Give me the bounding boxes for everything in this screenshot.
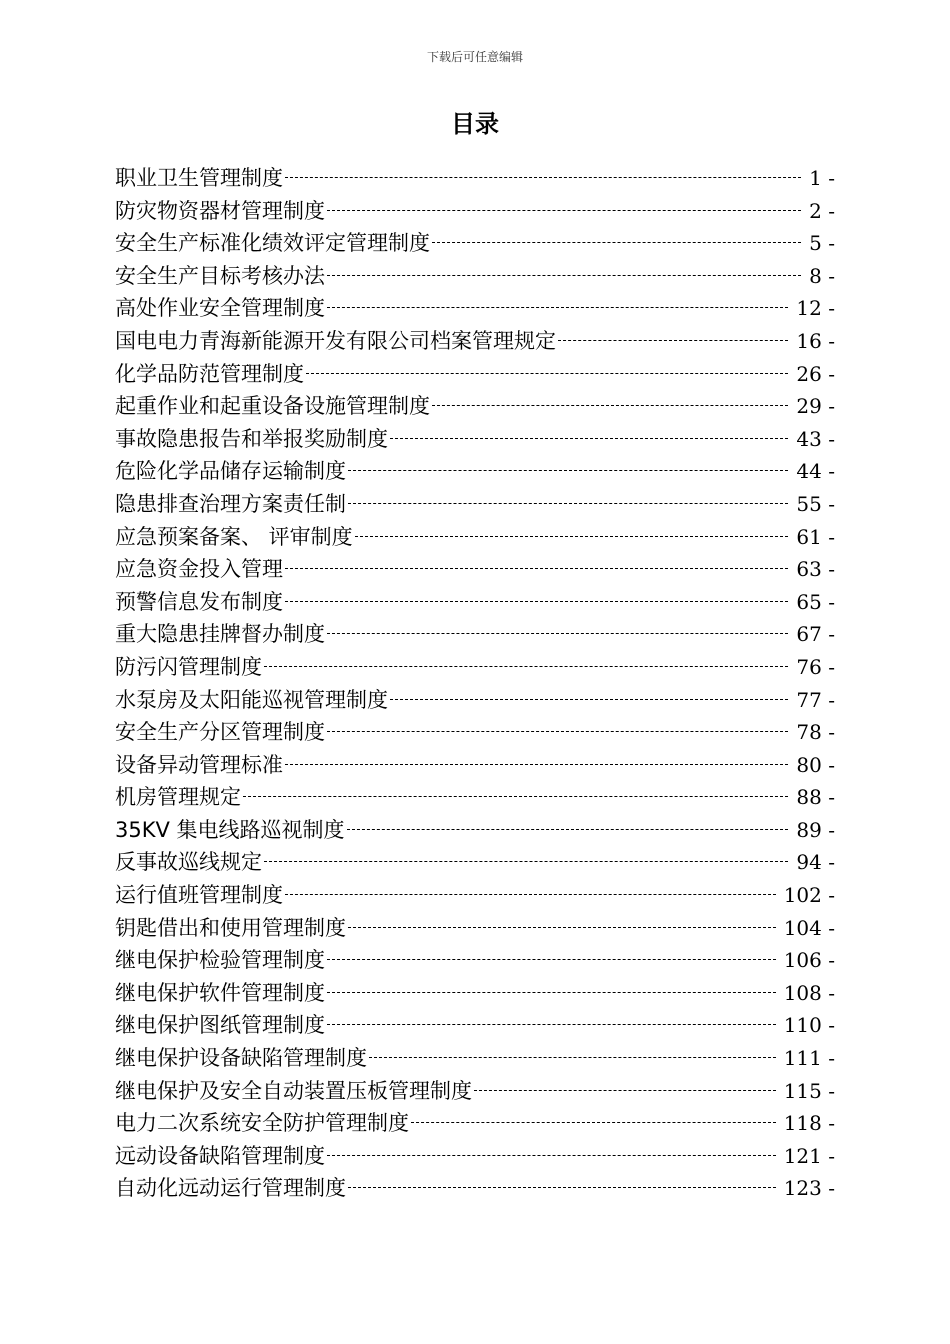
toc-entry[interactable] bbox=[115, 944, 835, 977]
toc-entry[interactable] bbox=[115, 781, 835, 814]
toc-entry[interactable] bbox=[115, 846, 835, 879]
toc-entry-page: 104 - bbox=[783, 915, 835, 940]
toc-entry-page: 29 - bbox=[796, 394, 835, 419]
toc-entry[interactable] bbox=[115, 358, 835, 391]
toc-entry-page: 78 - bbox=[796, 720, 835, 745]
toc-entry-page: 108 - bbox=[783, 980, 835, 1005]
toc-entry-page: 80 - bbox=[796, 752, 835, 777]
toc-leader-line bbox=[347, 829, 789, 830]
toc-entry-page: 26 - bbox=[796, 361, 835, 386]
toc-entry[interactable] bbox=[115, 195, 835, 228]
toc-entry[interactable] bbox=[115, 162, 835, 195]
toc-leader-line bbox=[411, 1122, 776, 1123]
toc-entry[interactable] bbox=[115, 260, 835, 293]
toc-entry-page: 5 - bbox=[809, 231, 835, 256]
toc-leader-line bbox=[390, 699, 788, 700]
toc-leader-line bbox=[348, 503, 788, 504]
toc-entry[interactable] bbox=[115, 749, 835, 782]
toc-entry-title: 35KV 集电线路巡视制度 bbox=[115, 817, 345, 842]
toc-entry[interactable] bbox=[115, 586, 835, 619]
toc-leader-line bbox=[432, 242, 801, 243]
toc-leader-line bbox=[243, 796, 788, 797]
toc-leader-line bbox=[474, 1090, 776, 1091]
toc-entry-page: 67 - bbox=[796, 622, 835, 647]
toc-entry[interactable] bbox=[115, 488, 835, 521]
toc-entry-page: 1 - bbox=[809, 166, 835, 190]
toc-entry-title: 安全生产分区管理制度 bbox=[115, 720, 325, 745]
toc-entry-page: 118 - bbox=[783, 1111, 835, 1136]
toc-entry-page: 65 - bbox=[796, 589, 835, 614]
toc-leader-line bbox=[355, 536, 789, 537]
toc-entry[interactable] bbox=[115, 1009, 835, 1042]
toc-entry[interactable] bbox=[115, 1107, 835, 1140]
toc-entry[interactable] bbox=[115, 390, 835, 423]
toc-entry-page: 77 - bbox=[796, 687, 835, 712]
toc-entry-title: 安全生产标准化绩效评定管理制度 bbox=[115, 231, 430, 256]
toc-leader-line bbox=[558, 340, 788, 341]
toc-entry[interactable] bbox=[115, 423, 835, 456]
toc-leader-line bbox=[327, 633, 788, 634]
toc-entry[interactable] bbox=[115, 618, 835, 651]
toc-entry-title: 国电电力青海新能源开发有限公司档案管理规定 bbox=[115, 328, 556, 353]
toc-leader-line bbox=[348, 470, 788, 471]
toc-entry[interactable] bbox=[115, 716, 835, 749]
toc-entry-title: 继电保护设备缺陷管理制度 bbox=[115, 1046, 367, 1071]
toc-entry-title: 自动化远动运行管理制度 bbox=[115, 1176, 346, 1201]
toc-entry-title: 电力二次系统安全防护管理制度 bbox=[115, 1111, 409, 1136]
toc-entry-title: 钥匙借出和使用管理制度 bbox=[115, 915, 346, 940]
toc-entry-page: 43 - bbox=[796, 426, 835, 451]
toc-entry-page: 61 - bbox=[796, 524, 835, 549]
page-title: 目录 bbox=[451, 110, 499, 138]
toc-entry-title: 重大隐患挂牌督办制度 bbox=[115, 622, 325, 647]
toc-entry[interactable] bbox=[115, 227, 835, 260]
toc-entry-title: 预警信息发布制度 bbox=[115, 589, 283, 614]
toc-leader-line bbox=[264, 861, 788, 862]
toc-entry-page: 110 - bbox=[783, 1013, 835, 1038]
toc-entry[interactable] bbox=[115, 977, 835, 1010]
toc-entry-page: 76 - bbox=[796, 654, 835, 679]
toc-entry-title: 高处作业安全管理制度 bbox=[115, 296, 325, 321]
toc-entry-title: 远动设备缺陷管理制度 bbox=[115, 1143, 325, 1168]
toc-entry[interactable] bbox=[115, 325, 835, 358]
toc-entry-page: 88 - bbox=[796, 785, 835, 810]
toc-entry-page: 55 - bbox=[796, 491, 835, 516]
toc-leader-line bbox=[285, 764, 788, 765]
toc-leader-line bbox=[369, 1057, 776, 1058]
toc-leader-line bbox=[348, 1187, 776, 1188]
toc-leader-line bbox=[327, 959, 776, 960]
toc-leader-line bbox=[285, 601, 788, 602]
toc-entry[interactable] bbox=[115, 651, 835, 684]
toc-entry-title: 事故隐患报告和举报奖励制度 bbox=[115, 426, 388, 451]
toc-entry-title: 危险化学品储存运输制度 bbox=[115, 459, 346, 484]
table-of-contents bbox=[115, 162, 835, 1205]
toc-entry-title: 应急资金投入管理 bbox=[115, 557, 283, 582]
toc-entry-title: 继电保护检验管理制度 bbox=[115, 948, 325, 973]
toc-entry[interactable] bbox=[115, 814, 835, 847]
toc-leader-line bbox=[390, 438, 788, 439]
toc-entry[interactable] bbox=[115, 1140, 835, 1173]
toc-entry-title: 隐患排查治理方案责任制 bbox=[115, 491, 346, 516]
toc-entry-title: 继电保护及安全自动装置压板管理制度 bbox=[115, 1078, 472, 1103]
toc-entry-title: 运行值班管理制度 bbox=[115, 883, 283, 908]
toc-entry-page: 123 - bbox=[783, 1176, 835, 1201]
toc-entry-title: 继电保护软件管理制度 bbox=[115, 980, 325, 1005]
toc-entry-page: 12 - bbox=[796, 296, 835, 321]
toc-leader-line bbox=[285, 177, 801, 178]
toc-leader-line bbox=[285, 894, 776, 895]
toc-entry-page: 115 - bbox=[783, 1078, 835, 1103]
page-header: 下载后可任意编辑 bbox=[426, 50, 523, 64]
toc-leader-line bbox=[264, 666, 788, 667]
toc-entry-title: 化学品防范管理制度 bbox=[115, 361, 304, 386]
toc-entry[interactable] bbox=[115, 879, 835, 912]
toc-entry[interactable] bbox=[115, 912, 835, 945]
toc-leader-line bbox=[327, 210, 801, 211]
toc-leader-line bbox=[327, 275, 801, 276]
toc-entry-title: 应急预案备案、 评审制度 bbox=[115, 524, 353, 549]
toc-entry-title: 职业卫生管理制度 bbox=[115, 166, 283, 190]
toc-entry-page: 106 - bbox=[783, 948, 835, 973]
toc-entry[interactable] bbox=[115, 455, 835, 488]
toc-leader-line bbox=[348, 927, 776, 928]
toc-entry-title: 水泵房及太阳能巡视管理制度 bbox=[115, 687, 388, 712]
toc-entry[interactable] bbox=[115, 1172, 835, 1205]
toc-entry-page: 89 - bbox=[796, 817, 835, 842]
toc-entry-title: 防污闪管理制度 bbox=[115, 654, 262, 679]
toc-entry-title: 机房管理规定 bbox=[115, 785, 241, 810]
toc-entry-page: 121 - bbox=[783, 1143, 835, 1168]
toc-leader-line bbox=[285, 568, 788, 569]
toc-leader-line bbox=[432, 405, 788, 406]
toc-entry[interactable] bbox=[115, 292, 835, 325]
toc-entry[interactable] bbox=[115, 1042, 835, 1075]
toc-entry-title: 反事故巡线规定 bbox=[115, 850, 262, 875]
toc-entry-page: 16 - bbox=[796, 328, 835, 353]
toc-entry[interactable] bbox=[115, 521, 835, 554]
toc-leader-line bbox=[327, 1155, 776, 1156]
toc-entry-title: 防灾物资器材管理制度 bbox=[115, 198, 325, 223]
toc-entry[interactable] bbox=[115, 1075, 835, 1108]
toc-entry[interactable] bbox=[115, 553, 835, 586]
toc-entry-title: 继电保护图纸管理制度 bbox=[115, 1013, 325, 1038]
toc-leader-line bbox=[327, 992, 776, 993]
toc-entry[interactable] bbox=[115, 684, 835, 717]
toc-entry-page: 8 - bbox=[809, 263, 835, 288]
toc-leader-line bbox=[327, 1024, 776, 1025]
toc-entry-page: 94 - bbox=[796, 850, 835, 875]
toc-entry-title: 设备异动管理标准 bbox=[115, 752, 283, 777]
toc-leader-line bbox=[327, 731, 788, 732]
toc-entry-title: 起重作业和起重设备设施管理制度 bbox=[115, 394, 430, 419]
toc-entry-page: 44 - bbox=[796, 459, 835, 484]
toc-leader-line bbox=[327, 307, 788, 308]
toc-leader-line bbox=[306, 373, 788, 374]
toc-entry-title: 安全生产目标考核办法 bbox=[115, 263, 325, 288]
toc-entry-page: 63 - bbox=[796, 557, 835, 582]
toc-entry-page: 2 - bbox=[809, 198, 835, 223]
toc-entry-page: 102 - bbox=[783, 883, 835, 908]
toc-entry-page: 111 - bbox=[783, 1046, 835, 1071]
